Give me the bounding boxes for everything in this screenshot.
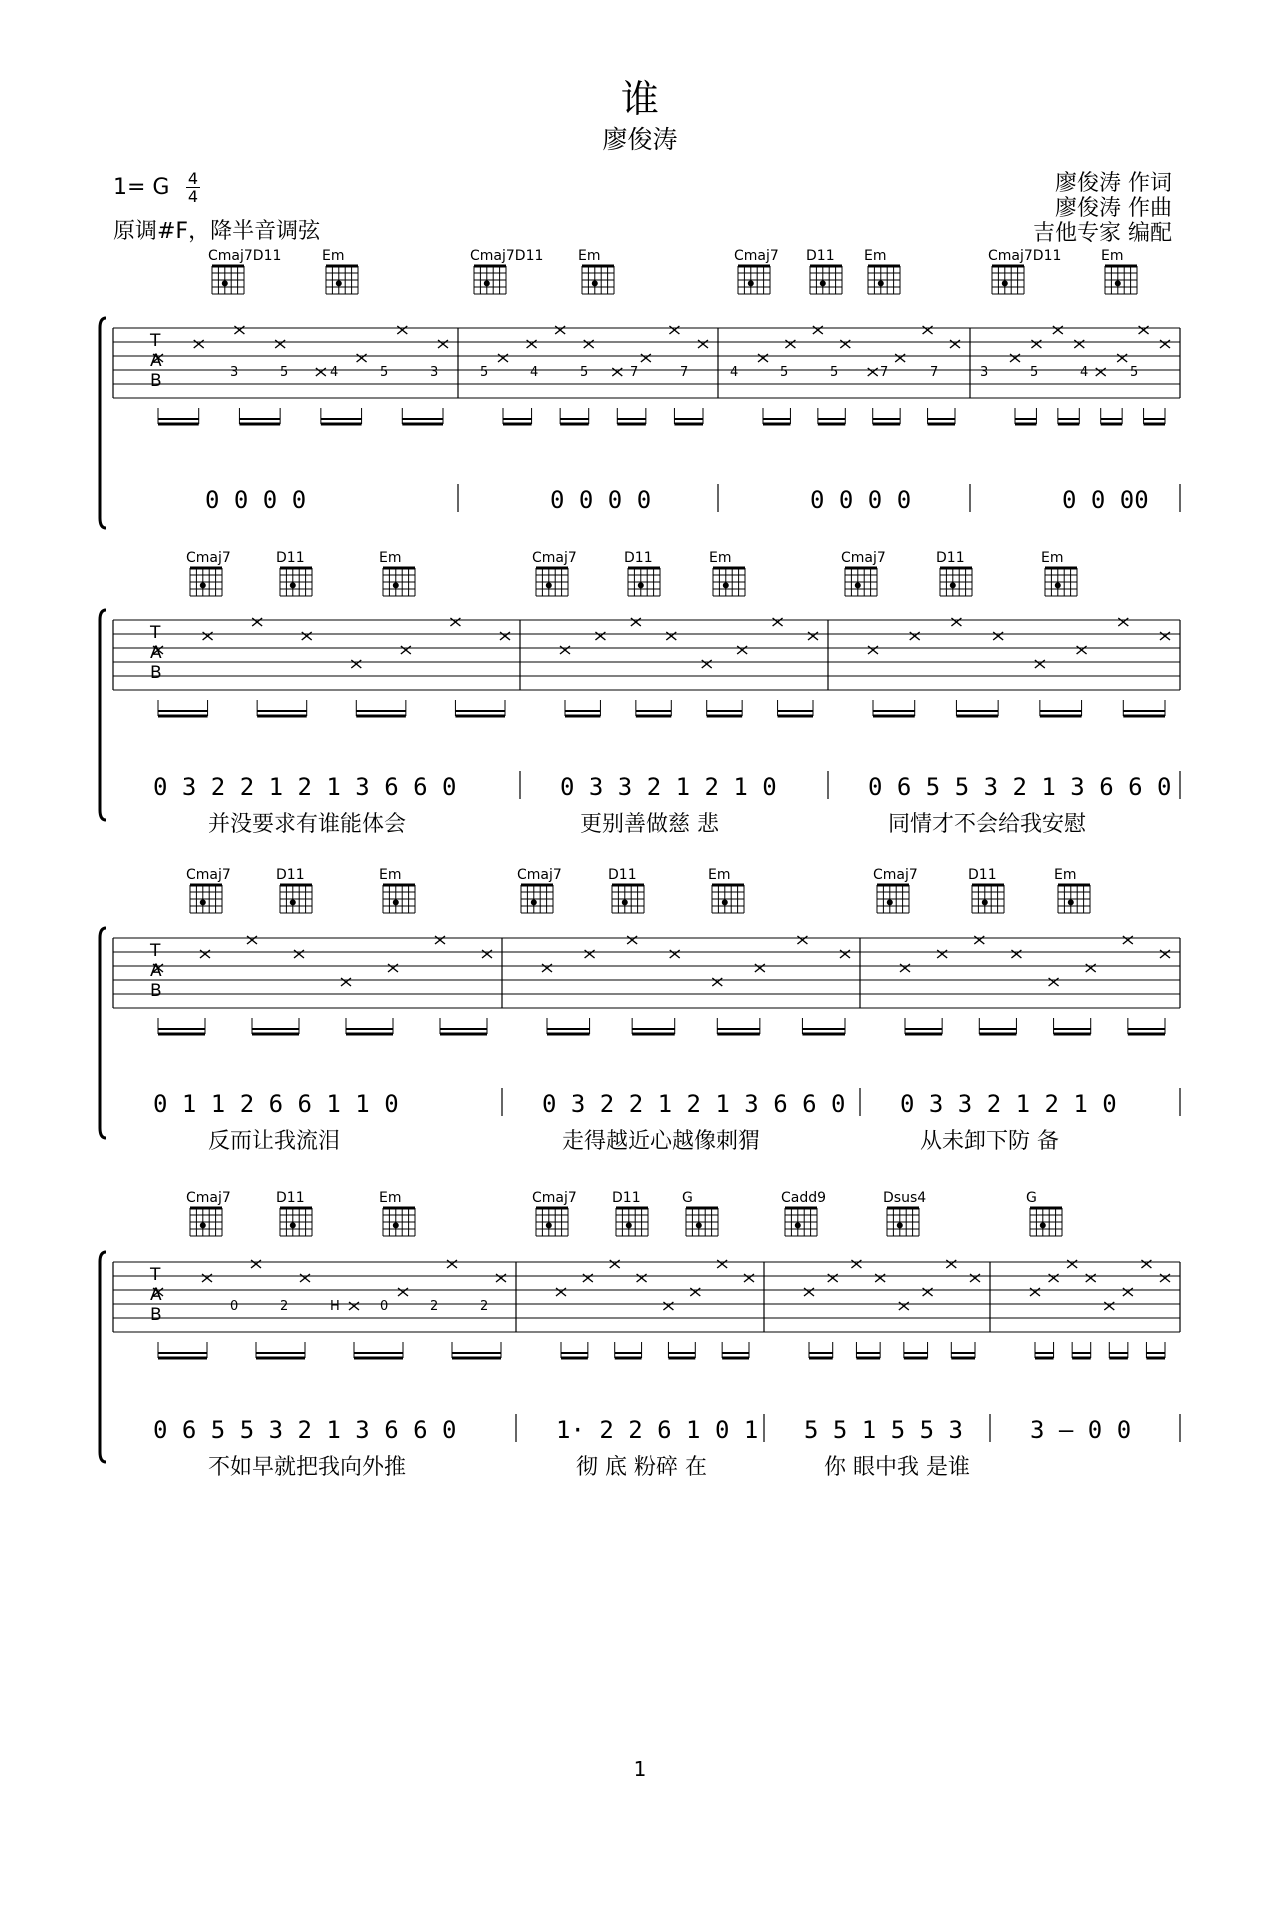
note-x-mark: [583, 1274, 593, 1282]
note-x-mark: [974, 936, 984, 944]
chord-finger-dot: [200, 899, 206, 905]
tab-fret-number: 5: [780, 365, 789, 380]
chord-finger-dot: [1115, 280, 1121, 286]
chord-finger-dot: [546, 1222, 552, 1228]
chord-finger-dot: [622, 899, 628, 905]
note-x-mark: [302, 632, 312, 640]
chord-name: Cmaj7: [517, 867, 562, 883]
chord-finger-dot: [393, 899, 399, 905]
chord-finger-dot: [878, 280, 884, 286]
credit-lyrics: 廖俊涛 作词: [1055, 171, 1172, 196]
chord-name: Cmaj7: [186, 1190, 231, 1206]
note-x-mark: [875, 1274, 885, 1282]
note-x-mark: [496, 1274, 506, 1282]
jianpu-measure: 0 3 2 2 1 2 1 3 6 6 0: [542, 1090, 846, 1118]
system-bracket: [100, 610, 106, 820]
original-key-note: 原调#F，降半音调弦: [113, 219, 321, 244]
note-x-mark: [560, 646, 570, 654]
chord-name: D11: [936, 550, 965, 566]
note-x-mark: [923, 1288, 933, 1296]
chord-finger-dot: [950, 582, 956, 588]
chord-finger-dot: [592, 280, 598, 286]
lyric-line: 同情才不会给我安慰: [888, 812, 1087, 837]
tab-fret-number: 4: [530, 365, 539, 380]
note-x-mark: [1160, 1274, 1170, 1282]
note-x-mark: [828, 1274, 838, 1282]
chord-finger-dot: [820, 280, 826, 286]
note-x-mark: [1141, 1260, 1151, 1268]
chord-name: Em: [379, 867, 402, 883]
chord-name: Em: [379, 550, 402, 566]
tab-fret-number: 3: [230, 365, 239, 380]
chord-finger-dot: [200, 1222, 206, 1228]
jianpu-measure: 0 0 00: [1062, 486, 1149, 514]
note-x-mark: [252, 618, 262, 626]
tab-fret-number: 4: [1080, 365, 1089, 380]
note-x-mark: [773, 618, 783, 626]
note-x-mark: [349, 1302, 359, 1310]
note-x-mark: [398, 1288, 408, 1296]
note-x-mark: [1030, 1288, 1040, 1296]
tab-clef-letter: B: [150, 663, 162, 683]
chord-name: D11: [806, 248, 835, 264]
note-x-mark: [450, 618, 460, 626]
page-number: 1: [633, 1757, 647, 1781]
chord-finger-dot: [200, 582, 206, 588]
chord-finger-dot: [546, 582, 552, 588]
credit-music: 廖俊涛 作曲: [1055, 196, 1172, 221]
jianpu-measure: 5 5 1 5 5 3: [804, 1416, 963, 1444]
jianpu-measure: 1· 2 2 6 1 0 1: [556, 1416, 759, 1444]
note-x-mark: [555, 326, 565, 334]
note-x-mark: [631, 618, 641, 626]
note-x-mark: [797, 936, 807, 944]
chord-finger-dot: [222, 280, 228, 286]
note-x-mark: [663, 1302, 673, 1310]
note-x-mark: [316, 368, 326, 376]
chord-name: Dsus4: [883, 1190, 927, 1206]
tab-fret-number: 4: [730, 365, 739, 380]
note-x-mark: [840, 340, 850, 348]
note-x-mark: [542, 964, 552, 972]
chord-name: Em: [1101, 248, 1124, 264]
tab-clef-letter: T: [150, 941, 161, 961]
tab-clef-letter: A: [150, 643, 162, 663]
chord-finger-dot: [290, 899, 296, 905]
note-x-mark: [670, 950, 680, 958]
note-x-mark: [804, 1288, 814, 1296]
note-x-mark: [690, 1288, 700, 1296]
note-x-mark: [500, 632, 510, 640]
tab-fret-number: 4: [330, 365, 339, 380]
lyric-line: 反而让我流泪: [208, 1129, 341, 1154]
time-signature-bottom: 4: [187, 187, 199, 206]
note-x-mark: [388, 964, 398, 972]
system-bracket: [100, 318, 106, 528]
note-x-mark: [612, 368, 622, 376]
jianpu-measure: 0 0 0 0: [550, 486, 652, 514]
tab-fret-number: 7: [630, 365, 639, 380]
chord-finger-dot: [795, 1222, 801, 1228]
chord-finger-dot: [722, 899, 728, 905]
note-x-mark: [758, 354, 768, 362]
note-x-mark: [627, 936, 637, 944]
tab-clef-letter: T: [150, 331, 161, 351]
credit-arrangement: 吉他专家 编配: [1033, 221, 1172, 246]
lyric-line: 并没要求有谁能体会: [208, 812, 407, 837]
chord-name: Cadd9: [781, 1190, 827, 1206]
chord-finger-dot: [626, 1222, 632, 1228]
note-x-mark: [666, 632, 676, 640]
note-x-mark: [1086, 1274, 1096, 1282]
note-x-mark: [194, 340, 204, 348]
note-x-mark: [300, 1274, 310, 1282]
tab-clef-letter: B: [150, 981, 162, 1001]
chord-finger-dot: [393, 1222, 399, 1228]
jianpu-measure: 0 6 5 5 3 2 1 3 6 6 0: [868, 773, 1172, 801]
note-x-mark: [895, 354, 905, 362]
note-x-mark: [1118, 618, 1128, 626]
note-x-mark: [1160, 632, 1170, 640]
chord-name: D11: [624, 550, 653, 566]
chord-name: G: [1026, 1190, 1037, 1206]
lyric-line: 走得越近心越像刺猬: [562, 1129, 761, 1154]
tab-clef-letter: A: [150, 1285, 162, 1305]
note-x-mark: [951, 618, 961, 626]
note-x-mark: [1160, 950, 1170, 958]
chord-name: D11: [608, 867, 637, 883]
note-x-mark: [435, 936, 445, 944]
tab-fret-number: 2: [280, 1299, 289, 1314]
note-x-mark: [1123, 1288, 1133, 1296]
chord-name: Cmaj7D11: [988, 248, 1062, 264]
chord-finger-dot: [1040, 1222, 1046, 1228]
note-x-mark: [669, 326, 679, 334]
lyric-line: 从未卸下防 备: [920, 1129, 1059, 1154]
system-bracket: [100, 928, 106, 1138]
tab-fret-number: 2: [430, 1299, 439, 1314]
note-x-mark: [808, 632, 818, 640]
note-x-mark: [1104, 1302, 1114, 1310]
chord-finger-dot: [393, 582, 399, 588]
note-x-mark: [900, 964, 910, 972]
tab-clef-letter: A: [150, 351, 162, 371]
chord-finger-dot: [982, 899, 988, 905]
tab-fret-number: 3: [430, 365, 439, 380]
note-x-mark: [498, 354, 508, 362]
note-x-mark: [840, 950, 850, 958]
note-x-mark: [1049, 978, 1059, 986]
lyric-line: 你 眼中我 是谁: [824, 1455, 970, 1480]
key-signature: 1= G: [113, 175, 170, 200]
jianpu-measure: 0 0 0 0: [810, 486, 912, 514]
tab-clef-letter: B: [150, 1305, 162, 1325]
note-x-mark: [357, 354, 367, 362]
tab-fret-number: 0: [380, 1299, 389, 1314]
chord-name: Em: [1041, 550, 1064, 566]
note-x-mark: [203, 632, 213, 640]
note-x-mark: [993, 632, 1003, 640]
chord-name: D11: [968, 867, 997, 883]
chord-finger-dot: [1068, 899, 1074, 905]
note-x-mark: [1086, 964, 1096, 972]
note-x-mark: [717, 1260, 727, 1268]
tab-fret-number: 5: [380, 365, 389, 380]
note-x-mark: [1011, 950, 1021, 958]
note-x-mark: [712, 978, 722, 986]
chord-finger-dot: [723, 582, 729, 588]
chord-finger-dot: [696, 1222, 702, 1228]
note-x-mark: [1074, 340, 1084, 348]
tab-fret-number: 5: [580, 365, 589, 380]
tab-clef-letter: T: [150, 623, 161, 643]
time-signature-top: 4: [187, 169, 199, 188]
note-x-mark: [234, 326, 244, 334]
chord-name: Cmaj7: [532, 1190, 577, 1206]
tab-clef-letter: A: [150, 961, 162, 981]
chord-name: Cmaj7: [873, 867, 918, 883]
note-x-mark: [868, 646, 878, 654]
jianpu-measure: 0 0 0 0: [205, 486, 307, 514]
tab-fret-number: 7: [680, 365, 689, 380]
note-x-mark: [1139, 326, 1149, 334]
chord-finger-dot: [887, 899, 893, 905]
chord-finger-dot: [290, 1222, 296, 1228]
tab-fret-number: 7: [930, 365, 939, 380]
chord-finger-dot: [638, 582, 644, 588]
chord-name: Cmaj7: [186, 550, 231, 566]
chord-name: Em: [322, 248, 345, 264]
jianpu-measure: 3 – 0 0: [1030, 1416, 1132, 1444]
note-x-mark: [1031, 340, 1041, 348]
jianpu-measure: 0 6 5 5 3 2 1 3 6 6 0: [153, 1416, 457, 1444]
note-x-mark: [744, 1274, 754, 1282]
tab-fret-number: 3: [980, 365, 989, 380]
chord-name: Em: [578, 248, 601, 264]
note-x-mark: [610, 1260, 620, 1268]
note-x-mark: [482, 950, 492, 958]
note-x-mark: [251, 1260, 261, 1268]
note-x-mark: [910, 632, 920, 640]
tab-fret-number: 5: [830, 365, 839, 380]
note-x-mark: [1053, 326, 1063, 334]
note-x-mark: [899, 1302, 909, 1310]
note-x-mark: [1117, 354, 1127, 362]
note-x-mark: [438, 340, 448, 348]
note-x-mark: [200, 950, 210, 958]
tab-fret-number: 7: [880, 365, 889, 380]
chord-finger-dot: [748, 280, 754, 286]
note-x-mark: [1077, 646, 1087, 654]
chord-finger-dot: [531, 899, 537, 905]
note-x-mark: [1096, 368, 1106, 376]
note-x-mark: [341, 978, 351, 986]
note-x-mark: [702, 660, 712, 668]
note-x-mark: [868, 368, 878, 376]
chord-name: D11: [276, 1190, 305, 1206]
note-x-mark: [1067, 1260, 1077, 1268]
note-x-mark: [1049, 1274, 1059, 1282]
tab-fret-number: 5: [280, 365, 289, 380]
song-title: 谁: [620, 77, 659, 121]
chord-finger-dot: [336, 280, 342, 286]
note-x-mark: [851, 1260, 861, 1268]
jianpu-measure: 0 1 1 2 6 6 1 1 0: [153, 1090, 399, 1118]
note-x-mark: [351, 660, 361, 668]
chord-finger-dot: [1055, 582, 1061, 588]
chord-name: G: [682, 1190, 693, 1206]
chord-name: Cmaj7: [734, 248, 779, 264]
note-x-mark: [1035, 660, 1045, 668]
tab-clef-letter: B: [150, 371, 162, 391]
lyric-line: 不如早就把我向外推: [208, 1455, 407, 1480]
note-x-mark: [527, 340, 537, 348]
note-x-mark: [1160, 340, 1170, 348]
tab-fret-number: 2: [480, 1299, 489, 1314]
chord-name: Cmaj7D11: [208, 248, 282, 264]
lyric-line: 彻 底 粉碎 在: [576, 1455, 707, 1480]
tab-fret-number: 5: [1030, 365, 1039, 380]
note-x-mark: [294, 950, 304, 958]
system-bracket: [100, 1252, 106, 1462]
chord-name: Cmaj7D11: [470, 248, 544, 264]
note-x-mark: [401, 646, 411, 654]
chord-name: Em: [864, 248, 887, 264]
note-x-mark: [755, 964, 765, 972]
note-x-mark: [397, 326, 407, 334]
chord-finger-dot: [484, 280, 490, 286]
note-x-mark: [637, 1274, 647, 1282]
note-x-mark: [737, 646, 747, 654]
chord-name: Cmaj7: [841, 550, 886, 566]
lyric-line: 更别善做慈 悲: [580, 812, 719, 837]
note-x-mark: [950, 340, 960, 348]
chord-finger-dot: [1002, 280, 1008, 286]
note-x-mark: [447, 1260, 457, 1268]
note-x-mark: [946, 1260, 956, 1268]
note-x-mark: [970, 1274, 980, 1282]
note-x-mark: [1123, 936, 1133, 944]
note-x-mark: [556, 1288, 566, 1296]
chord-name: Em: [1054, 867, 1077, 883]
chord-name: Cmaj7: [186, 867, 231, 883]
chord-name: Em: [709, 550, 732, 566]
note-x-mark: [275, 340, 285, 348]
tab-fret-number: H: [330, 1299, 340, 1314]
chord-name: D11: [276, 550, 305, 566]
chord-name: Em: [708, 867, 731, 883]
note-x-mark: [923, 326, 933, 334]
chord-name: Em: [379, 1190, 402, 1206]
chord-finger-dot: [897, 1222, 903, 1228]
note-x-mark: [813, 326, 823, 334]
tab-clef-letter: T: [150, 1265, 161, 1285]
note-x-mark: [785, 340, 795, 348]
note-x-mark: [584, 340, 594, 348]
note-x-mark: [202, 1274, 212, 1282]
note-x-mark: [247, 936, 257, 944]
chord-name: Cmaj7: [532, 550, 577, 566]
note-x-mark: [937, 950, 947, 958]
jianpu-measure: 0 3 3 2 1 2 1 0: [560, 773, 777, 801]
note-x-mark: [641, 354, 651, 362]
jianpu-measure: 0 3 2 2 1 2 1 3 6 6 0: [153, 773, 457, 801]
tab-fret-number: 0: [230, 1299, 239, 1314]
note-x-mark: [698, 340, 708, 348]
tab-fret-number: 5: [1130, 365, 1139, 380]
song-artist: 廖俊涛: [602, 125, 678, 154]
jianpu-measure: 0 3 3 2 1 2 1 0: [900, 1090, 1117, 1118]
chord-name: D11: [612, 1190, 641, 1206]
chord-finger-dot: [855, 582, 861, 588]
note-x-mark: [585, 950, 595, 958]
chord-finger-dot: [290, 582, 296, 588]
tab-fret-number: 5: [480, 365, 489, 380]
chord-name: D11: [276, 867, 305, 883]
note-x-mark: [595, 632, 605, 640]
note-x-mark: [1010, 354, 1020, 362]
